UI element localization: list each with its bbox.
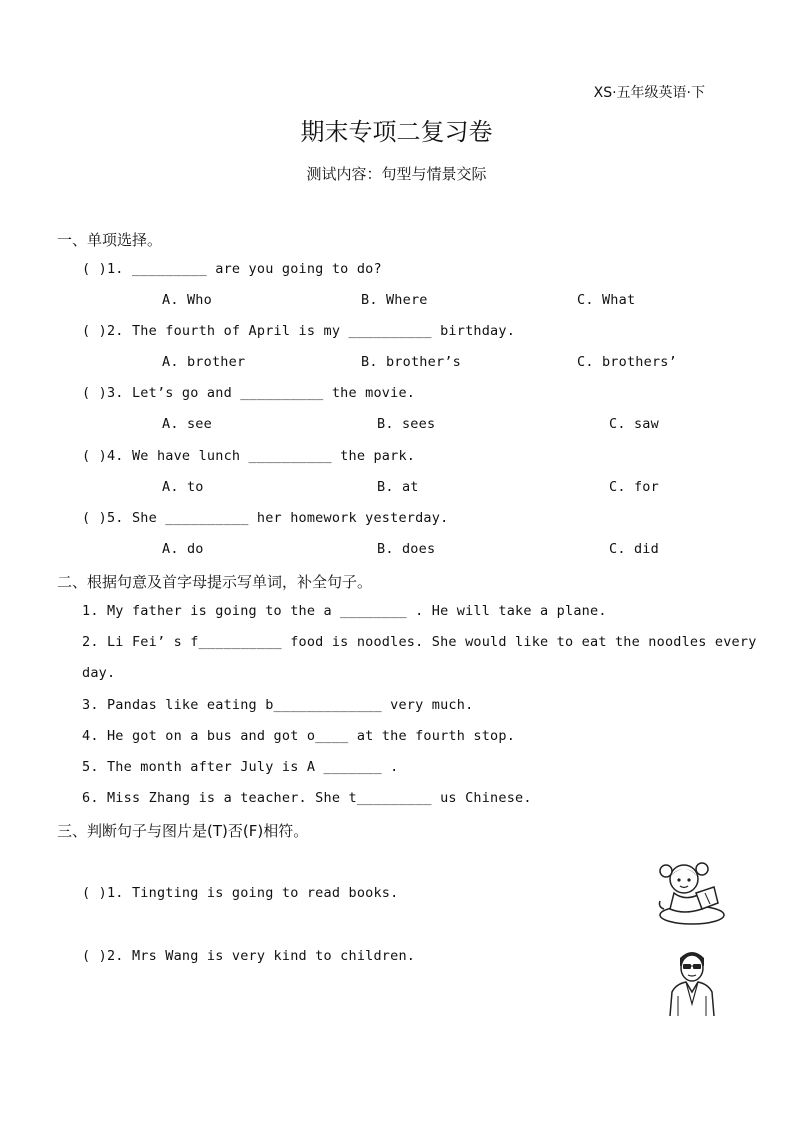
s2-item-2: 2. Li Fei’ s f__________ food is noodles. She would like to eat the noodles every	[82, 634, 757, 650]
s1-q3-option-c: C. saw	[609, 416, 659, 432]
section-1-heading: 一、单项选择。	[57, 231, 163, 249]
s3-item-1: ( )1. Tingting is going to read books.	[82, 885, 399, 901]
s1-q1-option-c: C. What	[577, 292, 636, 308]
s2-item-3: 3. Pandas like eating b_____________ very much.	[82, 697, 474, 713]
s2-item-1: 1. My father is going to the a ________ . He will take a plane.	[82, 603, 607, 619]
s1-question-2: ( )2. The fourth of April is my __________ birthday.	[82, 323, 516, 339]
s1-question-5: ( )5. She __________ her homework yesterday.	[82, 510, 449, 526]
s1-q1-option-a: A. Who	[162, 292, 212, 308]
s1-q5-option-a: A. do	[162, 541, 204, 557]
s2-item-4: 4. He got on a bus and got o____ at the fourth stop.	[82, 728, 516, 744]
page-title: 期末专项二复习卷	[300, 118, 493, 146]
s3-item-2: ( )2. Mrs Wang is very kind to children.	[82, 948, 416, 964]
s1-question-4: ( )4. We have lunch __________ the park.	[82, 448, 416, 464]
s1-q4-option-b: B. at	[377, 479, 419, 495]
s1-q5-option-b: B. does	[377, 541, 436, 557]
s1-q3-option-b: B. sees	[377, 416, 436, 432]
s1-q4-option-a: A. to	[162, 479, 204, 495]
section-2-heading: 二、根据句意及首字母提示写单词，补全句子。	[57, 573, 373, 591]
s2-item-5: 5. The month after July is A _______ .	[82, 759, 399, 775]
s1-q2-option-a: A. brother	[162, 354, 246, 370]
header-label: XS·五年级英语·下	[593, 85, 705, 101]
s2-item-2-continued: day.	[82, 665, 116, 681]
s2-item-6: 6. Miss Zhang is a teacher. She t_________ us Chinese.	[82, 790, 532, 806]
s1-q4-option-c: C. for	[609, 479, 659, 495]
s1-q2-option-c: C. brothers’	[577, 354, 677, 370]
s1-question-3: ( )3. Let’s go and __________ the movie.	[82, 385, 416, 401]
girl-reading-illustration	[652, 857, 732, 927]
s1-q1-option-b: B. Where	[361, 292, 428, 308]
s1-q5-option-c: C. did	[609, 541, 659, 557]
page-subtitle: 测试内容：句型与情景交际	[306, 165, 487, 183]
s1-q2-option-b: B. brother’s	[361, 354, 461, 370]
s1-q3-option-a: A. see	[162, 416, 212, 432]
man-portrait-illustration	[660, 944, 724, 1018]
s1-question-1: ( )1. _________ are you going to do?	[82, 261, 382, 277]
section-3-heading: 三、判断句子与图片是(T)否(F)相符。	[57, 822, 309, 840]
